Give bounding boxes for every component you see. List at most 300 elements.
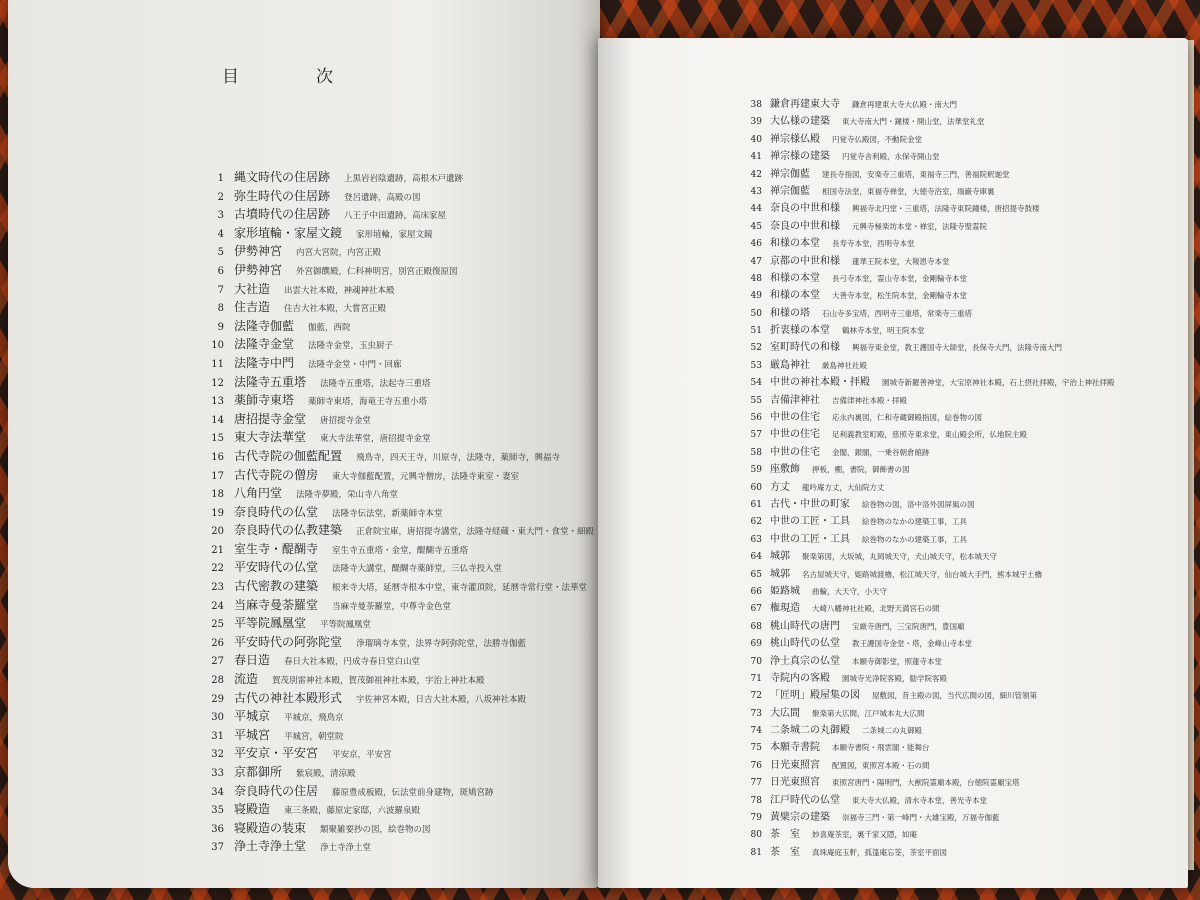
toc-entry-subtitle: 配置図，東照宮本殿・石の間 bbox=[832, 760, 930, 770]
toc-entry bbox=[738, 701, 1178, 718]
toc-entry bbox=[738, 579, 1178, 596]
toc-entry bbox=[190, 185, 590, 204]
toc-entry-subtitle: 大善寺本堂，松生院本堂，金剛輪寺本堂 bbox=[832, 291, 967, 301]
toc-entry bbox=[738, 614, 1178, 631]
toc-entry bbox=[738, 422, 1178, 439]
toc-entry-subtitle: 東大寺法華堂，唐招提寺金堂 bbox=[320, 434, 431, 445]
toc-entry-subtitle: 元興寺極楽坊本堂・禅室，法隆寺聖霊院 bbox=[852, 221, 987, 231]
toc-entry bbox=[738, 249, 1178, 266]
toc-entry-title: 中世の住宅 bbox=[770, 429, 820, 441]
toc-entry-subtitle: 名古屋城天守，姫路城渡櫓，松江城天守，仙台城大手門，熊本城宇土櫓 bbox=[802, 569, 1042, 579]
toc-entry-number: 57 bbox=[750, 430, 762, 441]
toc-entry-subtitle: 絵巻物のなかの建築工事，工具 bbox=[862, 517, 967, 527]
toc-entry bbox=[738, 527, 1178, 544]
toc-entry-number: 71 bbox=[750, 673, 762, 684]
toc-entry-number: 37 bbox=[211, 842, 224, 854]
toc-entry-number: 35 bbox=[211, 805, 224, 817]
toc-entry bbox=[738, 196, 1178, 213]
toc-entry bbox=[190, 501, 590, 520]
toc-entry-number: 17 bbox=[211, 470, 224, 482]
toc-entry-subtitle: 賀茂別雷神社本殿，賀茂御祖神社本殿，宇治上神社本殿 bbox=[272, 676, 485, 687]
toc-entry-title: 日光東照宮 bbox=[770, 759, 820, 771]
toc-entry-title: 室生寺・醍醐寺 bbox=[234, 541, 319, 556]
toc-entry-title: 城郭 bbox=[770, 551, 790, 563]
toc-entry-number: 72 bbox=[750, 691, 762, 702]
toc-entry bbox=[738, 753, 1178, 770]
toc-entry-number: 66 bbox=[750, 586, 762, 597]
toc-entry-title: 住吉造 bbox=[234, 300, 271, 315]
toc-entry bbox=[190, 761, 590, 780]
toc-entry-subtitle: 住吉大社本殿，大嘗宮正殿 bbox=[284, 304, 387, 315]
toc-entry-number: 41 bbox=[750, 152, 762, 163]
toc-entry-subtitle: 上黒岩岩陰遺跡，高根木戸遺跡 bbox=[344, 174, 464, 184]
toc-entry-subtitle: 室生寺五重塔・金堂，醍醐寺五重塔 bbox=[332, 545, 469, 556]
toc-entry-title: 「匠明」殿屋集の図 bbox=[770, 690, 860, 702]
toc-entry bbox=[190, 705, 590, 724]
toc-entry-subtitle: 円覚寺仏殿図，不動院金堂 bbox=[832, 134, 922, 144]
toc-entry-subtitle: 浄土寺浄土堂 bbox=[320, 843, 372, 854]
toc-entry-title: 当麻寺曼荼羅堂 bbox=[234, 597, 319, 612]
toc-entry bbox=[190, 668, 590, 687]
toc-entry-subtitle: 外宮御饌殿，仁科神明宮，別宮正殿復原図 bbox=[296, 266, 458, 277]
toc-entry-title: 奈良の中世和様 bbox=[770, 203, 840, 215]
toc-entry-title: 寝殿造 bbox=[234, 802, 271, 817]
toc-entry-title: 姫路城 bbox=[770, 585, 800, 597]
toc-entry-number: 36 bbox=[211, 823, 224, 835]
toc-entry-subtitle: 曲輪，大天守，小天守 bbox=[812, 586, 887, 596]
toc-entry-number: 34 bbox=[211, 786, 224, 798]
toc-entry-title: 桃山時代の仏堂 bbox=[770, 638, 840, 650]
toc-entry-title: 伊勢神宮 bbox=[234, 262, 283, 277]
toc-entry-number: 6 bbox=[217, 265, 224, 277]
toc-entry-title: 法隆寺伽藍 bbox=[234, 318, 295, 333]
toc-entry-title: 大仏様の建築 bbox=[770, 116, 830, 128]
toc-entry-subtitle: 平等院鳳凰堂 bbox=[320, 620, 372, 631]
toc-entry-subtitle: 本願寺書院・飛雲閣・能舞台 bbox=[832, 743, 930, 753]
toc-entry-title: 厳島神社 bbox=[770, 359, 810, 371]
toc-entry-number: 3 bbox=[217, 210, 224, 222]
toc-entry-title: 古代・中世の町家 bbox=[770, 498, 850, 510]
toc-entry bbox=[738, 822, 1178, 839]
toc-entry bbox=[190, 259, 590, 278]
toc-entry-title: 奈良時代の住居 bbox=[234, 783, 319, 798]
toc-entry-number: 38 bbox=[750, 100, 762, 110]
toc-entry-subtitle: 内宮大宮院，内宮正殿 bbox=[296, 248, 382, 259]
toc-entry-number: 79 bbox=[750, 813, 762, 824]
toc-entry bbox=[738, 144, 1178, 161]
toc-entry-title: 弥生時代の住居跡 bbox=[234, 188, 331, 203]
toc-entry bbox=[190, 631, 590, 650]
toc-entry-number: 14 bbox=[211, 414, 224, 426]
toc-entry-subtitle: 東大寺伽藍配置，元興寺僧房，法隆寺東室・妻室 bbox=[332, 471, 520, 482]
toc-entry-title: 平安時代の仏堂 bbox=[234, 560, 319, 575]
toc-entry-subtitle: 紫宸殿，清涼殿 bbox=[296, 769, 356, 779]
toc-entry-title: 中世の工匠・工具 bbox=[770, 533, 850, 545]
toc-entry-number: 18 bbox=[211, 489, 224, 501]
toc-entry-number: 11 bbox=[211, 358, 224, 370]
toc-entry-title: 平安時代の阿弥陀堂 bbox=[234, 634, 343, 649]
toc-entry-title: 大社造 bbox=[234, 281, 271, 296]
toc-entry bbox=[738, 631, 1178, 648]
toc-entry bbox=[738, 162, 1178, 179]
toc-entry-number: 39 bbox=[750, 117, 762, 128]
toc-entry-title: 家形埴輪・家屋文鏡 bbox=[234, 225, 343, 240]
toc-entry-number: 81 bbox=[750, 847, 762, 858]
toc-entry-number: 54 bbox=[750, 378, 762, 389]
toc-entry-title: 桃山時代の唐門 bbox=[770, 620, 840, 632]
toc-entry-subtitle: 厳島神社社殿 bbox=[822, 360, 867, 370]
toc-entry bbox=[190, 538, 590, 557]
toc-entry-title: 平安京・平安宮 bbox=[234, 746, 319, 761]
toc-entry-title: 法隆寺中門 bbox=[234, 355, 295, 370]
toc-entry-subtitle: 法隆寺大講堂，醍醐寺薬師堂，三仏寺投入堂 bbox=[332, 564, 503, 575]
toc-entry-number: 4 bbox=[217, 228, 224, 240]
toc-entry-title: 禅宗伽藍 bbox=[770, 168, 810, 180]
toc-entry-number: 61 bbox=[750, 499, 762, 510]
toc-entry bbox=[738, 301, 1178, 318]
toc-entry-subtitle: 平城京，飛鳥京 bbox=[284, 713, 344, 724]
toc-entry bbox=[738, 266, 1178, 283]
toc-entry-title: 浄土寺浄土堂 bbox=[234, 839, 307, 854]
toc-entry-number: 30 bbox=[211, 712, 224, 724]
toc-entry bbox=[738, 666, 1178, 683]
toc-entry-number: 10 bbox=[211, 340, 224, 352]
toc-entry-subtitle: 法隆寺金堂・中門・回廊 bbox=[308, 359, 402, 370]
toc-entry-title: 禅宗伽藍 bbox=[770, 185, 810, 197]
toc-entry-title: 和様の本堂 bbox=[770, 238, 820, 250]
toc-entry-number: 73 bbox=[750, 708, 762, 719]
toc-entry-title: 平城京 bbox=[234, 709, 271, 724]
toc-entry-subtitle: 類聚雑要抄の図，絵巻物の図 bbox=[320, 824, 431, 835]
toc-entry-number: 63 bbox=[750, 534, 762, 545]
toc-entry-subtitle: 円覚寺舎利殿，永保寺開山堂 bbox=[842, 152, 940, 162]
toc-entry-title: 中世の神社本殿・拝殿 bbox=[770, 377, 870, 389]
toc-entry-subtitle: 鶴林寺本堂，明王院本堂 bbox=[842, 326, 925, 336]
toc-entry-subtitle: 足利義教室町殿，慈照寺東求堂，東山殿会所，仏地院主殿 bbox=[832, 430, 1027, 440]
toc-heading: 目 次 bbox=[222, 67, 363, 87]
toc-entry-title: 室町時代の和様 bbox=[770, 342, 840, 354]
toc-entry-number: 55 bbox=[750, 395, 762, 406]
toc-entry-title: 伊勢神宮 bbox=[234, 244, 283, 259]
toc-entry-number: 69 bbox=[750, 639, 762, 650]
toc-entry-number: 7 bbox=[217, 284, 224, 296]
toc-entry-subtitle: 屋敷図，昔主殿の図，当代広間の図，細川管領第 bbox=[872, 691, 1037, 701]
toc-entry-title: 古代密教の建築 bbox=[234, 579, 319, 594]
toc-entry-title: 平城宮 bbox=[234, 727, 271, 742]
toc-entry-number: 24 bbox=[211, 600, 224, 612]
toc-entry bbox=[738, 318, 1178, 335]
toc-entry bbox=[738, 353, 1178, 370]
toc-entry-title: 中世の工匠・工具 bbox=[770, 516, 850, 528]
toc-entry-subtitle: 絵巻物の図，洛中洛外図屏風の図 bbox=[862, 499, 975, 509]
toc-entry-subtitle: 法隆寺五重塔，法起寺三重塔 bbox=[320, 378, 431, 389]
toc-entry-number: 25 bbox=[211, 619, 224, 631]
toc-entry-subtitle: 宇佐神宮本殿，日吉大社本殿，八坂神社本殿 bbox=[356, 694, 527, 705]
toc-entry-subtitle: 長寿寺本堂，西明寺本堂 bbox=[832, 239, 915, 249]
toc-entry-number: 80 bbox=[750, 830, 762, 841]
toc-entry bbox=[190, 389, 590, 408]
toc-entry-subtitle: 飛鳥寺，四天王寺，川原寺，法隆寺，薬師寺，興福寺 bbox=[356, 452, 561, 463]
toc-entry-number: 50 bbox=[750, 308, 762, 319]
toc-entry-subtitle: 聚楽第大広間，江戸城本丸大広間 bbox=[812, 708, 925, 718]
toc-entry-subtitle: 唐招提寺金堂 bbox=[320, 415, 372, 426]
toc-entry-title: 鎌倉再建東大寺 bbox=[770, 99, 840, 110]
toc-entry-title: 唐招提寺金堂 bbox=[234, 411, 307, 426]
toc-entry-number: 62 bbox=[750, 517, 762, 528]
toc-entry bbox=[190, 649, 590, 668]
toc-entry-title: 奈良の中世和様 bbox=[770, 220, 840, 232]
toc-entry-number: 59 bbox=[750, 465, 762, 476]
toc-entry bbox=[190, 798, 590, 817]
toc-entry bbox=[738, 544, 1178, 561]
toc-entry bbox=[738, 562, 1178, 579]
toc-entry-title: 京都御所 bbox=[234, 765, 283, 779]
toc-entry-number: 67 bbox=[750, 604, 762, 615]
toc-entry-number: 68 bbox=[750, 621, 762, 632]
toc-entry-title: 古代寺院の伽藍配置 bbox=[234, 448, 343, 463]
toc-entry-title: 東大寺法華堂 bbox=[234, 430, 307, 445]
toc-entry-subtitle: 石山寺多宝塔，西明寺三重塔，常楽寺三重塔 bbox=[822, 308, 972, 318]
toc-entry bbox=[190, 315, 590, 334]
toc-entry-title: 吉備津神社 bbox=[770, 394, 820, 406]
toc-entry bbox=[190, 445, 590, 464]
toc-entry-number: 33 bbox=[211, 768, 224, 779]
toc-entry bbox=[738, 475, 1178, 492]
toc-entry-title: 八角円堂 bbox=[234, 486, 283, 501]
toc-entry-number: 45 bbox=[750, 221, 762, 232]
toc-entry bbox=[190, 835, 590, 854]
toc-entry-number: 31 bbox=[211, 730, 224, 742]
toc-entry-subtitle: 法隆寺金堂，玉虫厨子 bbox=[308, 341, 394, 352]
toc-entry bbox=[738, 109, 1178, 126]
toc-entry-number: 28 bbox=[211, 675, 224, 687]
toc-list-right bbox=[738, 92, 1178, 857]
toc-entry bbox=[190, 724, 590, 743]
toc-entry-number: 56 bbox=[750, 413, 762, 424]
toc-entry-subtitle: 東三条殿，藤原定家邸，六波羅泉殿 bbox=[284, 806, 421, 817]
toc-entry-subtitle: 大崎八幡神社社殿，北野天満宮石の間 bbox=[812, 604, 940, 614]
toc-entry-title: 城郭 bbox=[770, 568, 790, 580]
toc-entry-number: 76 bbox=[750, 760, 762, 771]
toc-entry bbox=[738, 370, 1178, 387]
toc-entry-subtitle: 絵巻物のなかの建築工事，工具 bbox=[862, 534, 967, 544]
toc-entry-number: 48 bbox=[750, 273, 762, 284]
toc-entry-subtitle: 平城宮，朝堂院 bbox=[284, 731, 344, 742]
toc-entry bbox=[190, 612, 590, 631]
toc-entry-title: 折衷様の本堂 bbox=[770, 325, 830, 337]
toc-entry bbox=[738, 735, 1178, 752]
toc-entry bbox=[190, 687, 590, 706]
toc-entry bbox=[190, 575, 590, 594]
toc-entry bbox=[738, 388, 1178, 405]
toc-entry-number: 29 bbox=[211, 693, 224, 705]
toc-entry-subtitle: 当麻寺曼荼羅堂，中尊寺金色堂 bbox=[332, 601, 452, 612]
toc-entry bbox=[190, 464, 590, 483]
toc-entry bbox=[190, 780, 590, 799]
toc-entry bbox=[190, 352, 590, 371]
toc-entry-number: 9 bbox=[217, 321, 224, 333]
toc-entry-subtitle: 法隆寺夢殿，栄山寺八角堂 bbox=[296, 490, 399, 501]
toc-entry-title: 禅宗様仏殿 bbox=[770, 133, 820, 145]
toc-entry-number: 77 bbox=[750, 778, 762, 789]
toc-entry-subtitle: 浄瑠璃寺本堂，法界寺阿弥陀堂，法勝寺伽藍 bbox=[356, 638, 527, 649]
toc-entry-number: 1 bbox=[217, 173, 224, 184]
toc-entry-subtitle: 興福寺北円堂・三重塔，法隆寺東院鐘楼，唐招提寺鼓楼 bbox=[852, 204, 1040, 214]
toc-entry-subtitle: 家形埴輪，家屋文鏡 bbox=[356, 229, 433, 240]
toc-entry-subtitle: 伽藍，西院 bbox=[308, 322, 351, 333]
toc-entry-subtitle: 押板，棚，書院，御飾書の図 bbox=[812, 465, 910, 475]
toc-entry bbox=[738, 405, 1178, 422]
toc-entry-number: 32 bbox=[211, 749, 224, 761]
toc-entry-number: 75 bbox=[750, 743, 762, 754]
toc-entry-title: 寺院内の客殿 bbox=[770, 672, 830, 684]
toc-entry-title: 和様の塔 bbox=[770, 307, 810, 319]
toc-entry-title: 方丈 bbox=[770, 481, 790, 493]
toc-entry-title: 寝殿造の装束 bbox=[234, 820, 307, 835]
toc-entry bbox=[190, 222, 590, 241]
toc-entry bbox=[738, 509, 1178, 526]
toc-entry bbox=[190, 278, 590, 297]
toc-entry-number: 42 bbox=[750, 169, 762, 180]
toc-entry-number: 44 bbox=[750, 204, 762, 215]
toc-entry bbox=[738, 805, 1178, 822]
toc-entry-title: 奈良時代の仏堂 bbox=[234, 504, 319, 519]
toc-entry-title: 江戸時代の仏堂 bbox=[770, 794, 840, 806]
toc-entry-title: 古代寺院の僧房 bbox=[234, 467, 319, 482]
toc-entry bbox=[738, 231, 1178, 248]
toc-entry-subtitle: 金閣，銀閣，一乗谷朝倉館跡 bbox=[832, 447, 930, 457]
toc-entry-number: 52 bbox=[750, 343, 762, 354]
toc-entry-subtitle: 園城寺新羅善神堂，大宝原神社本殿，石上摂社拝殿，宇治上神社拝殿 bbox=[882, 378, 1115, 388]
toc-entry bbox=[738, 440, 1178, 457]
toc-entry-subtitle: 登呂遺跡，高殿の図 bbox=[344, 192, 421, 203]
toc-entry-subtitle: 東大寺南大門・鐘楼・開山堂，法華堂礼堂 bbox=[842, 117, 985, 127]
toc-entry bbox=[190, 371, 590, 390]
toc-entry-title: 法隆寺五重塔 bbox=[234, 374, 307, 389]
toc-entry-number: 64 bbox=[750, 552, 762, 563]
toc-entry-number: 21 bbox=[211, 544, 224, 556]
toc-entry-subtitle: 園城寺光浄院客殿，勧学院客殿 bbox=[842, 673, 947, 683]
toc-entry-subtitle: 春日大社本殿，円成寺春日堂白山堂 bbox=[284, 657, 421, 668]
toc-entry-number: 43 bbox=[750, 186, 762, 197]
toc-entry-subtitle: 相国寺法堂，東福寺禅堂，大徳寺浴室，瑞巌寺庫裏 bbox=[822, 186, 995, 196]
toc-entry-number: 70 bbox=[750, 656, 762, 667]
toc-entry-number: 19 bbox=[211, 507, 224, 519]
toc-entry-number: 51 bbox=[750, 326, 762, 337]
toc-entry-title: 和様の本堂 bbox=[770, 290, 820, 302]
toc-entry-number: 65 bbox=[750, 569, 762, 580]
toc-entry bbox=[190, 482, 590, 501]
toc-entry-subtitle: 藤原豊成板殿，伝法堂前身建物，斑鳩宮跡 bbox=[332, 787, 494, 798]
toc-entry bbox=[190, 240, 590, 259]
toc-entry-subtitle: 東照宮唐門・陽明門，大猷院霊廟本殿，台徳院霊廟宝塔 bbox=[832, 778, 1020, 788]
toc-entry bbox=[190, 296, 590, 315]
toc-entry-title: 古墳時代の住居跡 bbox=[234, 207, 331, 222]
toc-entry-title: 古代の神社本殿形式 bbox=[234, 690, 343, 705]
toc-entry-number: 53 bbox=[750, 360, 762, 371]
toc-entry-subtitle: 蓮華王院本堂，大報恩寺本堂 bbox=[852, 256, 950, 266]
toc-entry-title: 縄文時代の住居跡 bbox=[234, 170, 331, 184]
toc-entry-title: 二条城二の丸御殿 bbox=[770, 725, 850, 737]
toc-entry-subtitle: 東大寺大仏殿，清水寺本堂，善光寺本堂 bbox=[852, 795, 987, 805]
toc-entry bbox=[738, 788, 1178, 805]
toc-entry-title: 茶 室 bbox=[770, 846, 800, 858]
toc-entry-title: 禅宗様の建築 bbox=[770, 151, 830, 163]
toc-entry-subtitle: 本願寺御影堂，照蓮寺本堂 bbox=[852, 656, 942, 666]
toc-entry bbox=[190, 742, 590, 761]
toc-entry-number: 46 bbox=[750, 239, 762, 250]
toc-entry-number: 26 bbox=[211, 637, 224, 649]
toc-entry-number: 40 bbox=[750, 134, 762, 145]
toc-entry-title: 平等院鳳凰堂 bbox=[234, 616, 307, 631]
toc-entry-subtitle: 建長寺指図，安楽寺三重塔，東福寺三門，善福院釈迦堂 bbox=[822, 169, 1010, 179]
toc-entry-title: 薬師寺東塔 bbox=[234, 393, 295, 408]
toc-entry-subtitle: 平安京，平安宮 bbox=[332, 750, 392, 761]
toc-entry-title: 奈良時代の仏教建築 bbox=[234, 523, 343, 538]
toc-entry-title: 黄檗宗の建築 bbox=[770, 812, 830, 824]
toc-entry-number: 12 bbox=[211, 377, 224, 389]
toc-entry-number: 16 bbox=[211, 451, 224, 463]
toc-entry-number: 78 bbox=[750, 795, 762, 806]
toc-entry-subtitle: 応永内裏図，仁和寺蔵御殿指図，絵巻物の図 bbox=[832, 413, 982, 423]
toc-entry-subtitle: 二条城二の丸御殿 bbox=[862, 726, 922, 736]
toc-entry-number: 47 bbox=[750, 256, 762, 267]
toc-entry-subtitle: 鎌倉再建東大寺大仏殿・南大門 bbox=[852, 100, 957, 109]
toc-entry-subtitle: 長弓寺本堂，霊山寺本堂，金剛輪寺本堂 bbox=[832, 273, 967, 283]
toc-entry-subtitle: 妙喜庵茶室，裏千家又隠，如庵 bbox=[812, 830, 917, 840]
toc-entry bbox=[190, 333, 590, 352]
toc-entry bbox=[190, 426, 590, 445]
toc-entry bbox=[738, 683, 1178, 700]
toc-entry-subtitle: 宝厳寺唐門，三宝院唐門，豊国廟 bbox=[852, 621, 965, 631]
toc-entry-title: 座敷飾 bbox=[770, 464, 800, 476]
toc-entry-title: 本願寺書院 bbox=[770, 742, 820, 754]
toc-entry-title: 大広間 bbox=[770, 707, 800, 719]
toc-entry-subtitle: 法隆寺伝法堂，新薬師寺本堂 bbox=[332, 508, 443, 519]
toc-entry-number: 5 bbox=[217, 247, 224, 259]
toc-entry-subtitle: 興福寺東金堂，教王護国寺大師堂，長保寺大門，法隆寺南大門 bbox=[852, 343, 1062, 353]
toc-entry bbox=[738, 214, 1178, 231]
toc-entry-number: 74 bbox=[750, 726, 762, 737]
toc-entry bbox=[738, 840, 1178, 857]
toc-entry-subtitle: 薬師寺東塔，海竜王寺五重小塔 bbox=[308, 397, 428, 408]
toc-entry-number: 2 bbox=[217, 191, 224, 203]
toc-entry-number: 13 bbox=[211, 396, 224, 408]
toc-entry-subtitle: 正倉院宝庫，唐招提寺講堂，法隆寺経蔵・東大門・食堂・細殿 bbox=[356, 527, 595, 538]
toc-entry bbox=[190, 203, 590, 222]
toc-entry-title: 中世の住宅 bbox=[770, 412, 820, 424]
toc-list-left bbox=[190, 166, 595, 854]
toc-entry bbox=[738, 127, 1178, 144]
toc-entry bbox=[190, 166, 590, 185]
toc-entry-number: 23 bbox=[211, 582, 224, 594]
toc-entry-title: 日光東照宮 bbox=[770, 777, 820, 789]
toc-entry-number: 27 bbox=[211, 656, 224, 668]
toc-entry-subtitle: 出雲大社本殿，神魂神社本殿 bbox=[284, 285, 395, 296]
toc-entry bbox=[738, 770, 1178, 787]
toc-entry bbox=[738, 283, 1178, 300]
toc-entry bbox=[738, 92, 1178, 109]
toc-entry bbox=[190, 594, 590, 613]
toc-entry-title: 春日造 bbox=[234, 653, 271, 668]
toc-entry-title: 流造 bbox=[234, 672, 259, 687]
toc-entry-title: 茶 室 bbox=[770, 829, 800, 841]
toc-entry-title: 和様の本堂 bbox=[770, 272, 820, 284]
toc-entry bbox=[738, 335, 1178, 352]
toc-entry-number: 60 bbox=[750, 482, 762, 493]
toc-entry-title: 京都の中世和様 bbox=[770, 255, 840, 267]
toc-entry-number: 22 bbox=[211, 563, 224, 575]
